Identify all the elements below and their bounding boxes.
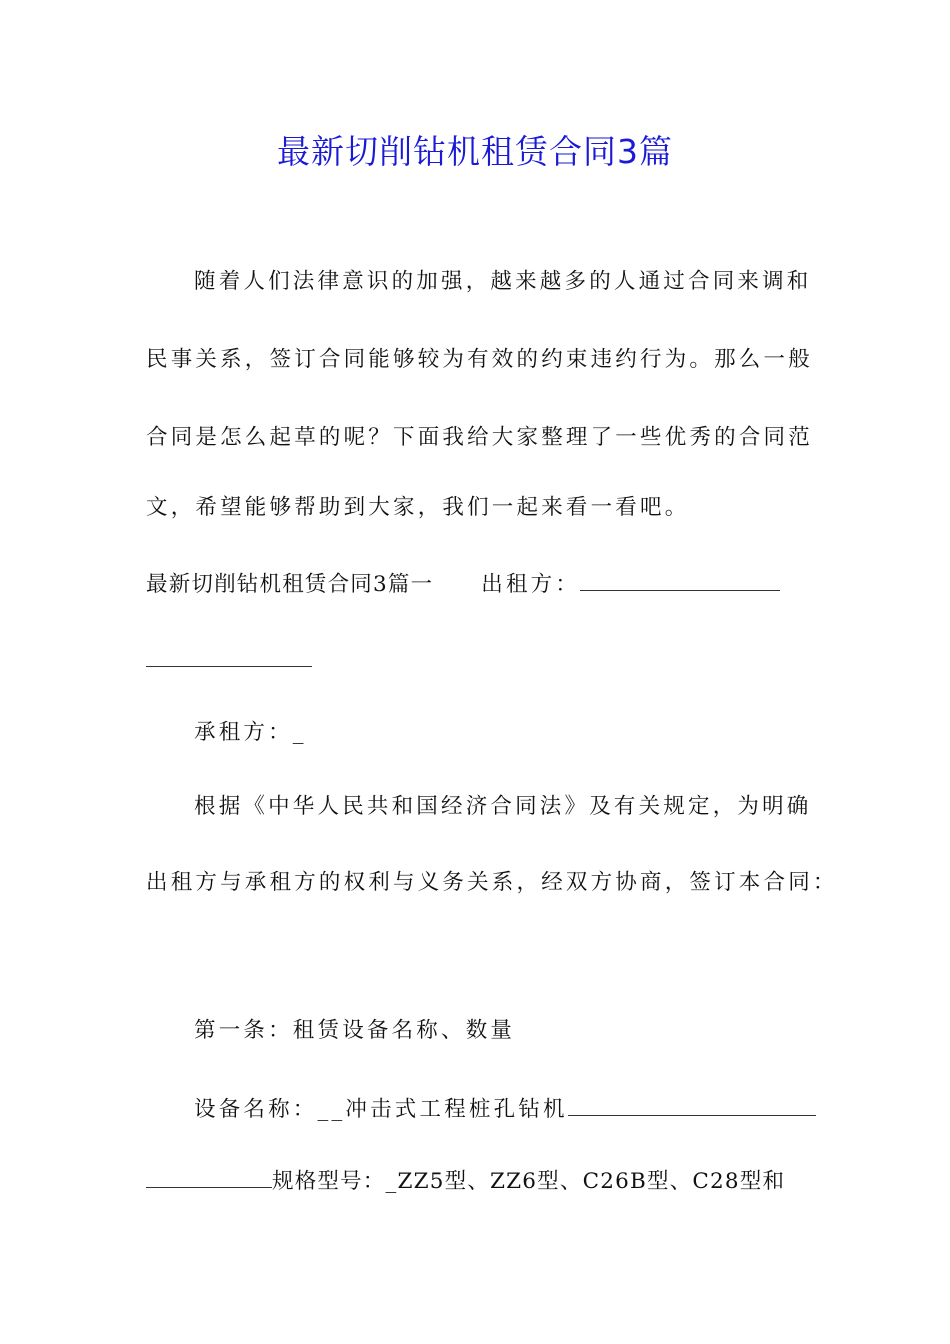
equipment-label: 设备名称：__冲击式工程桩孔钻机 [194, 1097, 568, 1122]
basis-line-2: 出租方与承租方的权利与义务关系，经双方协商，签订本合同： [146, 870, 838, 895]
document-title: 最新切削钻机租赁合同3篇 [277, 132, 673, 171]
section-heading-row [146, 568, 826, 602]
spec-row [146, 1165, 826, 1199]
article-1-title: 第一条：租赁设备名称、数量 [194, 1018, 516, 1043]
lessor-blank [580, 568, 780, 591]
equipment-row [194, 1093, 874, 1127]
intro-line-2: 民事关系，签订合同能够较为有效的约束违约行为。那么一般 [146, 347, 813, 372]
intro-line-3: 合同是怎么起草的呢？下面我给大家整理了一些优秀的合同范 [146, 425, 813, 450]
intro-line-1: 随着人们法律意识的加强，越来越多的人通过合同来调和 [194, 269, 812, 294]
intro-line-4: 文，希望能够帮助到大家，我们一起来看一看吧。 [146, 495, 690, 520]
section-heading: 最新切削钻机租赁合同3篇一 [146, 572, 434, 597]
spec-label: 规格型号：_ZZ5型、ZZ6型、C26B型、C28型和 [272, 1169, 786, 1194]
lessee-label: 承租方：_ [194, 720, 307, 745]
equipment-blank [568, 1093, 816, 1116]
lessor-blank-continued [146, 666, 312, 667]
spec-leading-blank [146, 1165, 272, 1188]
basis-line-1: 根据《中华人民共和国经济合同法》及有关规定，为明确 [194, 794, 812, 819]
lessor-label: 出租方： [481, 572, 581, 597]
